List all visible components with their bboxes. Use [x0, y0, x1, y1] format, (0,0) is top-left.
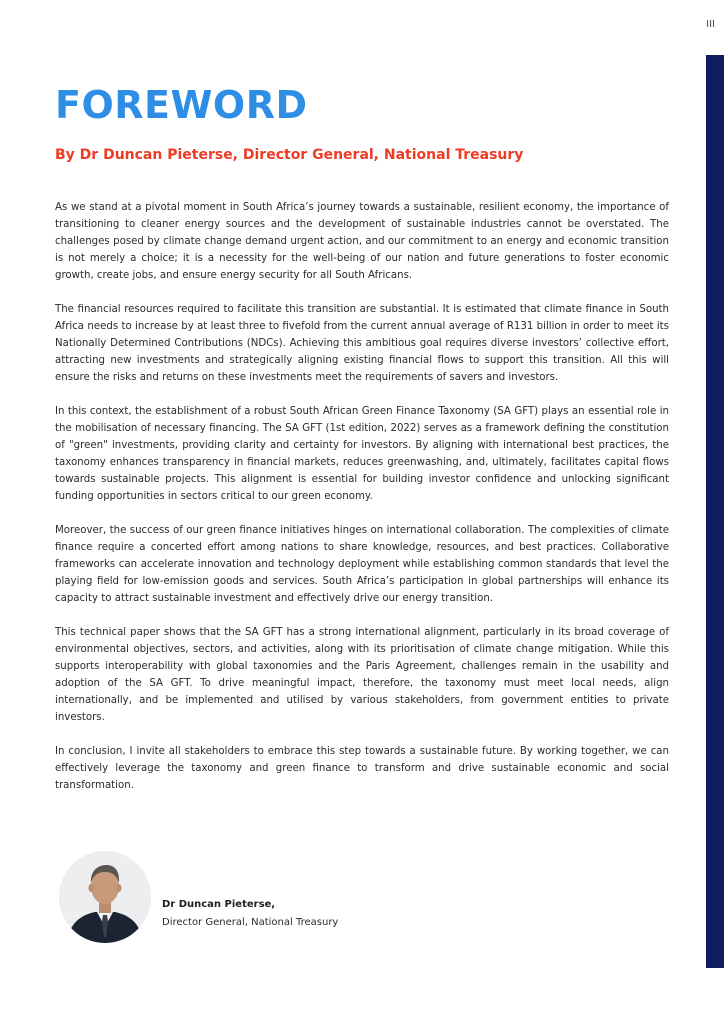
- page-number: III: [706, 19, 715, 30]
- paragraph-3: In this context, the establishment of a robust South African Green Finance Taxonomy (SA GFT) plays an essential role in the mobilisation of necessary financing. The SA GFT (1st edition, 2022) serves as a framework defining the constitution of "green" investments, providing clarity and certainty for investors. By aligning with international best practices, the taxonomy enhances transparency in financial markets, reduces greenwashing, and, ultimately, facilitates capital flows towards sustainable projects. This alignment is essential for building investor confidence and unlocking significant funding opportunities in sectors critical to our green economy.: [55, 406, 669, 502]
- side-accent-bar: [706, 55, 724, 968]
- signature-block: [162, 896, 338, 932]
- paragraph-2: The financial resources required to facilitate this transition are substantial. It is estimated that climate finance in South Africa needs to increase by at least three to fivefold from the current annual average of R131 billion in order to meet its Nationally Determined Contributions (NDCs). Achieving this ambitious goal requires diverse investors’ collective effort, attracting new investments and strategically aligning existing financial flows to support this transition. All this will ensure the risks and returns on these investments meet the requirements of savers and investors.: [55, 304, 669, 383]
- foreword-body: [55, 199, 669, 811]
- signature-name: Dr Duncan Pieterse,: [162, 899, 276, 910]
- paragraph-1: As we stand at a pivotal moment in South Africa’s journey towards a sustainable, resilient economy, the importance of transitioning to cleaner energy sources and the development of sustainable industries cannot be overstated. The challenges posed by climate change demand urgent action, and our commitment to an energy and economic transition is not merely a choice; it is a necessity for the well-being of our nation and future generations to foster economic growth, create jobs, and ensure energy security for all South Africans.: [55, 202, 669, 281]
- author-portrait: [59, 851, 151, 943]
- paragraph-5: This technical paper shows that the SA GFT has a strong international alignment, particularly in its broad coverage of environmental objectives, sectors, and activities, along with its prioritisation of climate change mitigation. While this supports interoperability with global taxonomies and the Paris Agreement, challenges remain in the usability and adoption of the SA GFT. To drive meaningful impact, therefore, the taxonomy must meet local needs, align internationally, and be implemented and utilised by various stakeholders, from government entities to private investors.: [55, 627, 669, 723]
- page-title: FOREWORD: [55, 83, 308, 127]
- paragraph-6: In conclusion, I invite all stakeholders to embrace this step towards a sustainable future. By working together, we can effectively leverage the taxonomy and green finance to transform and drive sustainable economic and social transformation.: [55, 746, 669, 791]
- page-subtitle: By Dr Duncan Pieterse, Director General, National Treasury: [55, 147, 524, 163]
- portrait-illustration: [59, 851, 151, 943]
- paragraph-4: Moreover, the success of our green finance initiatives hinges on international collaboration. The complexities of climate finance require a concerted effort among nations to share knowledge, resources, and best practices. Collaborative frameworks can accelerate innovation and technology deployment while establishing common standards that level the playing field for low-emission goods and services. South Africa’s participation in global partnerships will enhance its capacity to attract sustainable investment and effectively drive our energy transition.: [55, 525, 669, 604]
- signature-role: Director General, National Treasury: [162, 917, 339, 928]
